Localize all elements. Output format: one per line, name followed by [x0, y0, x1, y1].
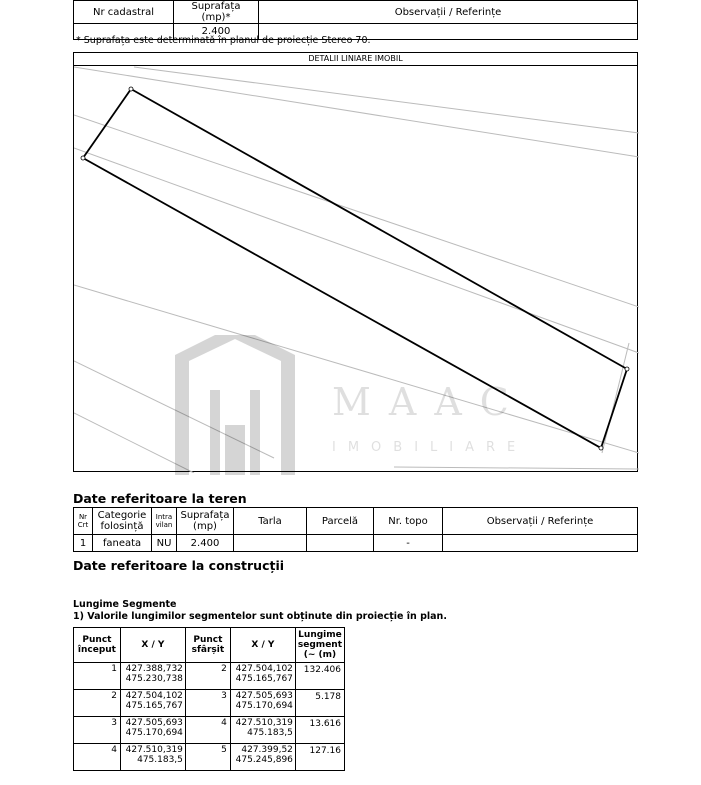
cell-xy-end: 427.504,102 475.165,767 — [230, 663, 295, 690]
cell-parcela — [307, 535, 374, 552]
cell-tarla — [234, 535, 307, 552]
cell-length: 13.616 — [295, 717, 344, 744]
cell-categorie: faneata — [93, 535, 152, 552]
cell-nr-crt: 1 — [74, 535, 93, 552]
header-nr-topo: Nr. topo — [374, 508, 443, 535]
header-xy-start: X / Y — [120, 628, 185, 663]
cell-observatii-teren — [443, 535, 638, 552]
map-title: DETALII LINIARE IMOBIL — [74, 53, 637, 66]
header-parcela: Parcelă — [307, 508, 374, 535]
cell-end: 2 — [185, 663, 230, 690]
cell-xy-start: 427.388,732 475.230,738 — [120, 663, 185, 690]
header-punct-sfarsit: Punct sfârșit — [185, 628, 230, 663]
cell-start: 3 — [74, 717, 121, 744]
cell-xy-end: 427.399,52 475.245,896 — [230, 744, 295, 771]
cell-length: 127.16 — [295, 744, 344, 771]
header-suprafata-teren: Suprafața (mp) — [177, 508, 234, 535]
cell-xy-end: 427.505,693 475.170,694 — [230, 690, 295, 717]
table-row — [74, 744, 345, 771]
header-suprafata: Suprafața (mp)* — [174, 1, 259, 24]
cell-xy-end: 427.510,319 475.183,5 — [230, 717, 295, 744]
table-row — [74, 663, 345, 690]
header-observatii: Observații / Referințe — [259, 1, 638, 24]
cell-xy-start: 427.505,693 475.170,694 — [120, 717, 185, 744]
cell-suprafata-teren: 2.400 — [177, 535, 234, 552]
table-row — [74, 690, 345, 717]
cell-xy-start: 427.510,319 475.183,5 — [120, 744, 185, 771]
watermark-subtext: IMOBILIARE — [332, 440, 528, 455]
header-observatii-teren: Observații / Referințe — [443, 508, 638, 535]
cell-end: 3 — [185, 690, 230, 717]
cell-end: 5 — [185, 744, 230, 771]
cell-suprafata: 2.400 — [174, 24, 259, 40]
teren-table — [73, 507, 638, 552]
table-row — [74, 535, 638, 552]
watermark-text: MAAC — [332, 380, 527, 424]
header-lungime: Lungime segment (~ (m) — [295, 628, 344, 663]
header-punct-inceput: Punct început — [74, 628, 121, 663]
header-categorie: Categorie folosință — [93, 508, 152, 535]
teren-heading: Date referitoare la teren — [73, 491, 247, 506]
constructii-heading: Date referitoare la construcții — [73, 558, 285, 573]
header-intravilan: Intra vilan — [152, 508, 177, 535]
cell-start: 2 — [74, 690, 121, 717]
table-row — [74, 717, 345, 744]
cell-end: 4 — [185, 717, 230, 744]
header-nr-cadastral: Nr cadastral — [74, 1, 174, 24]
cell-nr-topo: - — [374, 535, 443, 552]
cell-start: 4 — [74, 744, 121, 771]
cell-intravilan: NU — [152, 535, 177, 552]
header-tarla: Tarla — [234, 508, 307, 535]
surface-note: * Suprafața este determinată în planul de proiecție Stereo 70. — [76, 35, 371, 46]
cell-length: 5.178 — [295, 690, 344, 717]
header-nr-crt: Nr Crt — [74, 508, 93, 535]
cell-start: 1 — [74, 663, 121, 690]
segments-table — [73, 627, 345, 771]
cell-xy-start: 427.504,102 475.165,767 — [120, 690, 185, 717]
segments-title: Lungime Segmente — [73, 599, 177, 610]
header-xy-end: X / Y — [230, 628, 295, 663]
cell-length: 132.406 — [295, 663, 344, 690]
cadastral-table — [73, 0, 638, 40]
segments-note: 1) Valorile lungimilor segmentelor sunt obținute din proiecție în plan. — [73, 611, 447, 622]
